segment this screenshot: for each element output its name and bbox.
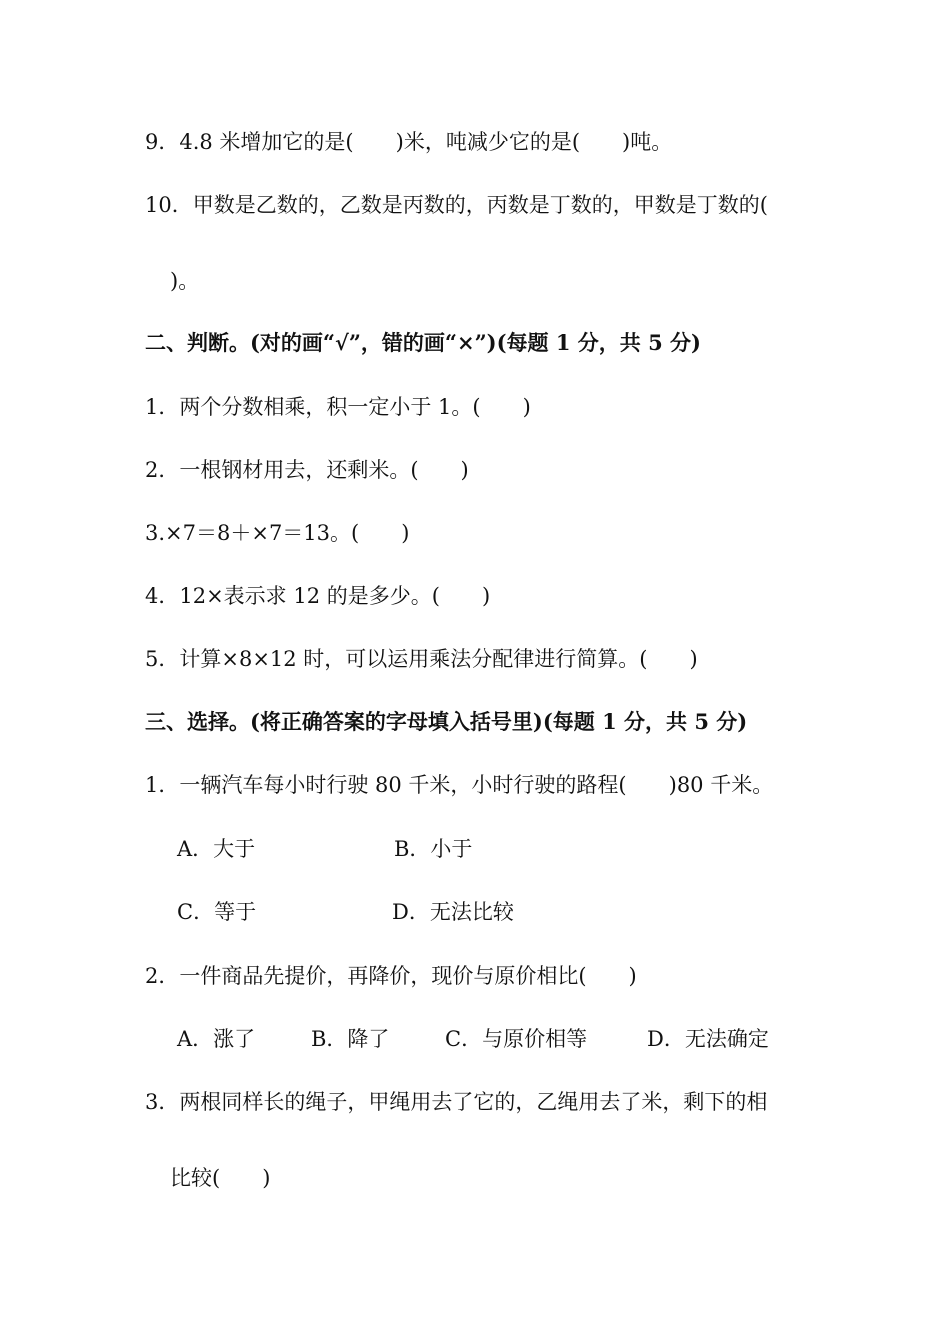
choice-1-option-d: D．无法比较 (392, 900, 514, 924)
judge-question-2: 2．一根钢材用去，还剩米。( ) (145, 458, 469, 482)
judge-question-3: 3.×7＝8＋×7＝13。( ) (145, 521, 410, 545)
judge-question-1: 1．两个分数相乘，积一定小于 1。( ) (145, 395, 531, 419)
choice-1-option-a: A．大于 (177, 837, 256, 861)
section-three-heading: 三、选择。(将正确答案的字母填入括号里)(每题 1 分，共 5 分) (145, 709, 748, 734)
choice-question-3-line2: 比较( ) (170, 1166, 271, 1190)
choice-2-option-c: C．与原价相等 (445, 1027, 588, 1051)
choice-1-option-c: C．等于 (177, 900, 257, 924)
judge-question-4: 4．12×表示求 12 的是多少。( ) (145, 584, 491, 608)
choice-1-option-b: B．小于 (394, 837, 473, 861)
question-10-line2: )。 (170, 269, 200, 293)
choice-2-option-b: B．降了 (311, 1027, 390, 1051)
choice-2-option-a: A．涨了 (177, 1027, 256, 1051)
question-10-line1: 10．甲数是乙数的，乙数是丙数的，丙数是丁数的，甲数是丁数的( (145, 193, 768, 217)
choice-question-1: 1．一辆汽车每小时行驶 80 千米，小时行驶的路程( )80 千米。 (145, 773, 774, 797)
choice-question-2: 2．一件商品先提价，再降价，现价与原价相比( ) (145, 964, 637, 988)
judge-question-5: 5．计算×8×12 时，可以运用乘法分配律进行简算。( ) (145, 647, 698, 671)
choice-2-option-d: D．无法确定 (647, 1027, 769, 1051)
choice-question-3-line1: 3．两根同样长的绳子，甲绳用去了它的，乙绳用去了米，剩下的相 (145, 1090, 768, 1114)
section-two-heading: 二、判断。(对的画“√”，错的画“×”)(每题 1 分，共 5 分) (145, 330, 701, 355)
question-9: 9．4.8 米增加它的是( )米，吨减少它的是( )吨。 (145, 130, 673, 154)
